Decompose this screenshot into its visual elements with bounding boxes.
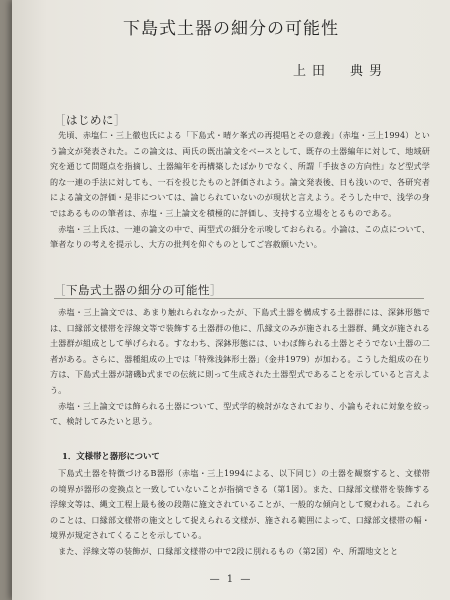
page-number: — 1 — (209, 574, 253, 585)
section-heading-subdivision-text: 下島式土器の細分の可能性 (66, 283, 210, 297)
paragraph: 赤塩・三上論文では飾られる土器について、型式学的検討がなされており、小論もそれに対象を絞って、検討してみたいと思う。 (50, 400, 430, 427)
bracket-left: ［ (54, 283, 66, 297)
bracket-left: ［ (54, 113, 66, 127)
bracket-right: ］ (114, 113, 126, 127)
section-heading-subdivision (54, 282, 424, 298)
paragraph: 赤塩・三上氏は、一連の論文の中で、両型式の細分を示唆しておられる。小論は、この点について、筆者なりの考えを提示し、大方の批判を仰ぐものとしてご容赦願いたい。 (50, 223, 430, 250)
bracket-right: ］ (210, 283, 222, 297)
subsection-heading: 1．文様帯と器形について (62, 451, 160, 461)
section-heading-intro-text: はじめに (66, 113, 114, 127)
paragraph: 赤塩・三上論文では、あまり触れられなかったが、下島式土器を構成する土器群には、深鉢形態では、口縁部文様帯を浮線文等で装飾する土器群の他に、爪縁文のみが施される土器群、縄文が施される土器群が組成として挙げられる。すなわち、深鉢形態には、いわば飾られる土器とそうでない土器の二者がある。さらに、器種組成の上では「特殊浅鉢形土器」（金井1979）が加わる。こうした組成の在り方は、下島式土器が諸磯b式までの伝統に則って生成された土器型式であることを示していると言えよう。 (50, 307, 430, 395)
paper-title: 下島式土器の細分の可能性 (123, 19, 339, 39)
section-heading-intro (54, 112, 126, 128)
section-body-intro (50, 128, 430, 253)
document-page (12, 0, 450, 600)
author-name: 上田 典男 (292, 64, 388, 79)
paragraph: 先頃、赤塩仁・三上徹也氏による「下島式・晴ケ峯式の再提唱とその意義」（赤塩・三上1994）という論文が発表された。この論文は、両氏の既出論文をベースとして、既存の土器編年に対して、地域研究を通じて問題点を指摘し、土器編年を再構築したばかりでなく、所謂「手抜きの方向性」など型式学的な一連の手法に対しても、一石を投じたものと評価されよう。論文発表後、日も浅いので、各研究者による論文の評価・是非については、論じられていないのが現状と言えよう。そうした中で、浅学の身ではあるものの筆者は、赤塩・三上論文を積極的に評価し、支持する立場をとるものである。 (50, 130, 430, 218)
paragraph: また、浮線文等の装飾が、口縁部文様帯の中で2段に別れるもの（第2図）や、所謂地文とと (58, 545, 399, 556)
paragraph: 下島式土器を特徴づけるB器形（赤塩・三上1994による、以下同じ）の土器を観察すると、文様帯の境界が器形の変換点と一致していないことが指摘できる（第1図）。また、口縁部文様帯を装飾する浮線文等は、縄文工程上最も後の段階に施文されていることが、一般的な傾向として窺われる。これらのことは、口縁部文様帯の施文として捉えられる文様が、施される範囲によって、口縁部文様帯の幅・境界が規定されてくることを示している。 (50, 468, 430, 541)
section-body-subdivision (50, 305, 430, 430)
section-body-pattern (50, 466, 430, 560)
